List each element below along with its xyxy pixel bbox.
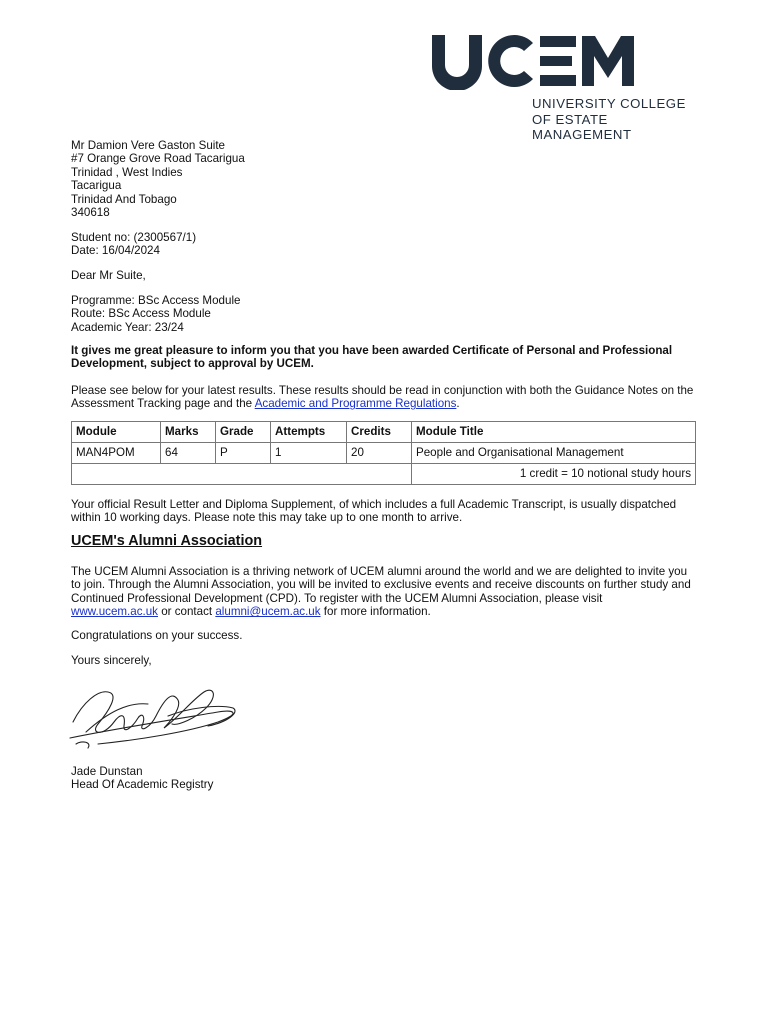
programme-block	[71, 294, 240, 334]
address-line: Trinidad And Tobago	[71, 192, 177, 206]
results-intro-line	[71, 397, 693, 410]
dispatch-line: within 10 working days. Please note this may take up to one month to arrive.	[71, 511, 463, 525]
signature	[68, 682, 243, 760]
logo-line-2: OF ESTATE MANAGEMENT	[532, 112, 632, 142]
table-cell: 64	[161, 443, 216, 464]
results-intro-text: Assessment Tracking page and the	[71, 397, 255, 411]
address-line: #7 Orange Grove Road Tacarigua	[71, 152, 245, 166]
results-intro-period: .	[456, 397, 460, 411]
credit-note: 1 credit = 10 notional study hours	[412, 464, 696, 485]
salutation: Dear Mr Suite,	[71, 269, 146, 282]
programme: Programme: BSc Access Module	[71, 294, 241, 307]
email-link[interactable]: alumni@ucem.ac.uk	[215, 605, 321, 619]
table-cell: 20	[347, 443, 412, 464]
congratulations: Congratulations on your success.	[71, 629, 243, 642]
table-cell: MAN4POM	[72, 443, 161, 464]
table-footer-row	[72, 464, 696, 485]
student-number: Student no: (2300567/1)	[71, 231, 197, 244]
award-line: Development, subject to approval by UCEM.	[71, 357, 314, 371]
column-header: Attempts	[271, 422, 347, 443]
dispatch-line: Your official Result Letter and Diploma Supplement, of which includes a full Academic Transcript, is usually dispatched	[71, 498, 677, 511]
column-header: Marks	[161, 422, 216, 443]
address-line: 340618	[71, 206, 110, 220]
results-table	[71, 421, 696, 485]
letter-date: Date: 16/04/2024	[71, 244, 160, 258]
signatory	[71, 765, 213, 792]
dispatch-note	[71, 498, 676, 525]
column-header: Credits	[347, 422, 412, 443]
table-cell: P	[216, 443, 271, 464]
column-header: Module	[72, 422, 161, 443]
logo-line-1: UNIVERSITY COLLEGE	[532, 96, 686, 111]
alumni-heading: UCEM's Alumni Association	[71, 533, 263, 549]
address-line: Trinidad , West Indies	[71, 165, 183, 179]
award-line: It gives me great pleasure to inform you that you have been awarded Certificate of Personal and Professional	[71, 344, 673, 357]
website-link[interactable]: www.ucem.ac.uk	[71, 605, 158, 619]
signatory-title: Head Of Academic Registry	[71, 778, 214, 792]
academic-year: Academic Year: 23/24	[71, 320, 184, 334]
table-header-row	[72, 422, 696, 443]
alumni-line: Continued Professional Development (CPD). To register with the UCEM Alumni Association, please visit	[71, 591, 603, 605]
address-line: Tacarigua	[71, 179, 122, 193]
award-statement	[71, 344, 672, 371]
regulations-link[interactable]: Academic and Programme Regulations	[254, 397, 457, 411]
alumni-line: The UCEM Alumni Association is a thriving network of UCEM alumni around the world and we are delighted to invite you	[71, 565, 688, 578]
alumni-line	[71, 605, 691, 618]
address-line: Mr Damion Vere Gaston Suite	[71, 139, 226, 152]
alumni-paragraph	[71, 565, 691, 619]
alumni-text: for more information.	[320, 605, 431, 619]
column-header: Module Title	[412, 422, 696, 443]
table-row	[72, 443, 696, 464]
results-intro-line: Please see below for your latest results. These results should be read in conjunction with both the Guidance Notes on the	[71, 384, 694, 397]
reference-block	[71, 231, 196, 258]
table-footer-spacer	[72, 464, 412, 485]
route: Route: BSc Access Module	[71, 307, 211, 321]
results-intro	[71, 384, 693, 411]
alumni-text: or contact	[157, 605, 216, 619]
recipient-address	[71, 139, 245, 219]
ucem-wordmark	[430, 32, 636, 90]
table-cell: 1	[271, 443, 347, 464]
signatory-name: Jade Dunstan	[71, 765, 143, 778]
column-header: Grade	[216, 422, 271, 443]
alumni-line: to join. Through the Alumni Association, you will be invited to exclusive events and receive discounts on further study and	[71, 578, 691, 592]
table-cell: People and Organisational Management	[412, 443, 696, 464]
closing: Yours sincerely,	[71, 654, 152, 667]
ucem-logo	[430, 32, 700, 142]
